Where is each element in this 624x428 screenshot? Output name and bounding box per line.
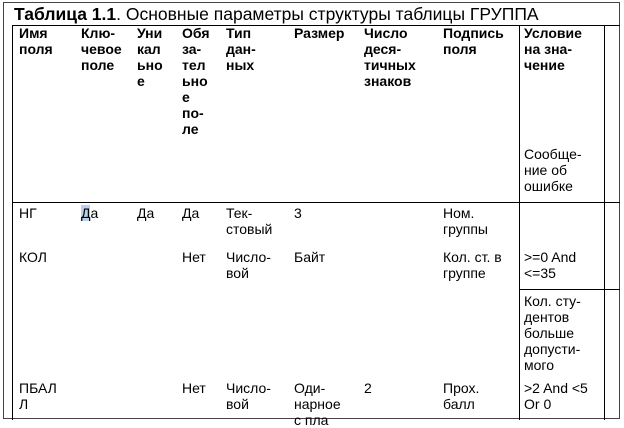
header-key: Клю- чевое поле [81, 25, 122, 73]
header-decimals: Число деся- тичных знаков [364, 25, 416, 89]
caption-label: Таблица 1.1 [14, 4, 117, 24]
row2-size: Байт [294, 249, 326, 265]
document-frame [3, 2, 620, 428]
caption-text: . Основные параметры структуры таблицы ГРУППА [116, 4, 539, 24]
row2-condition: >=0 And <=35 [524, 249, 577, 281]
header-size: Размер [294, 25, 345, 41]
row1-key-highlight: Д [81, 205, 91, 221]
row3-condition: >2 And <5 Or 0 [524, 380, 588, 412]
row2-message: Кол. сту- дентов больше допусти- мого [524, 293, 581, 373]
table-right-border [604, 25, 605, 420]
header-bottom-border [12, 202, 620, 203]
row1-type: Тек- стовый [226, 205, 273, 237]
row3-caption: Прох. балл [443, 380, 480, 412]
header-condition: Условие на зна- чение [524, 25, 582, 73]
row3-size: Оди- нарное с пла [294, 380, 341, 428]
row1-name: НГ [19, 205, 37, 221]
row1-size: 3 [294, 205, 302, 221]
row1-caption: Ном. группы [443, 205, 488, 237]
row2-required: Нет [182, 249, 206, 265]
row1-key-rest: а [90, 205, 99, 221]
row3-name: ПБАЛ Л [19, 380, 57, 412]
row1-unique: Да [137, 205, 155, 221]
row2-type: Число- вой [226, 249, 271, 281]
row2-caption: Кол. ст. в группе [443, 249, 502, 281]
header-name: Имя поля [19, 25, 53, 57]
row3-required: Нет [182, 380, 206, 396]
header-message: Сообще- ние об ошибке [524, 146, 582, 194]
row1-key [81, 205, 98, 221]
row2-name: КОЛ [19, 249, 47, 265]
header-unique: Уни кал ьно е [137, 25, 163, 89]
table-caption [14, 4, 539, 24]
table-left-border [12, 25, 13, 420]
row3-decimals: 2 [364, 380, 372, 396]
header-type: Тип дан- ных [226, 25, 256, 73]
condition-column-border [519, 25, 520, 420]
row3-type: Число- вой [226, 380, 271, 412]
header-required: Обя за- тел ьно е по- ле [182, 25, 210, 137]
row1-required: Да [182, 205, 200, 221]
header-caption: Подпись поля [443, 25, 504, 57]
